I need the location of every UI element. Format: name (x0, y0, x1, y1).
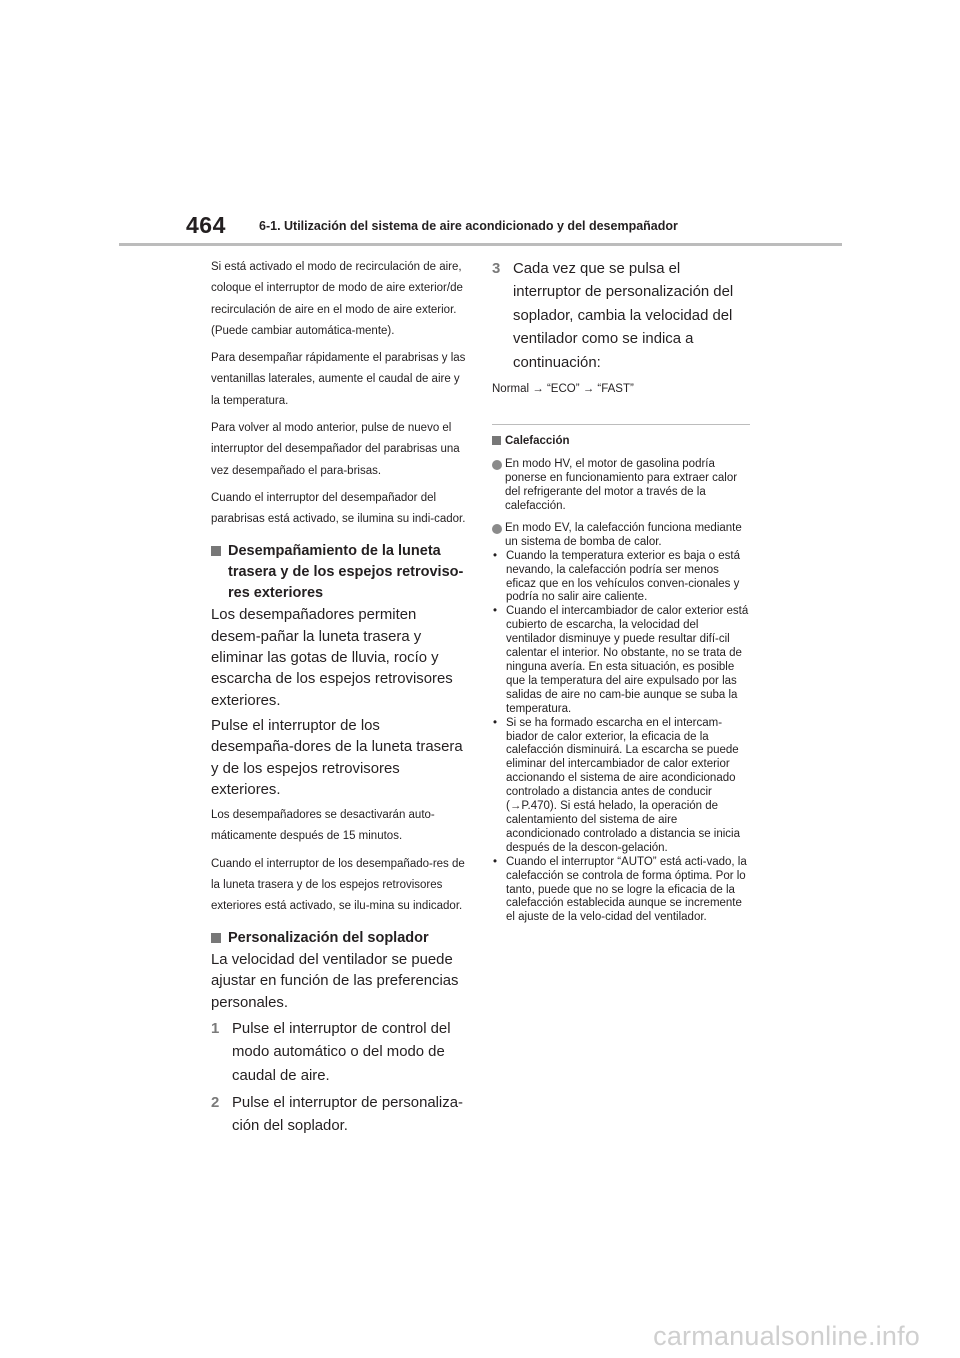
step-item (211, 1092, 466, 1139)
step-number: 3 (492, 261, 501, 277)
sub-bullet-mark: • (493, 855, 498, 868)
paragraph: Para desempañar rápidamente el parabrisas y las ventanillas laterales, aumente el caudal de aire y la temperatura. (211, 352, 466, 407)
sub-bullet-item (492, 605, 750, 716)
paragraph: Para volver al modo anterior, pulse de nuevo el interruptor del desempañador del parabrisas una vez desempañado el para-brisas. (211, 422, 460, 477)
heading-text: Desempañamiento de la luneta trasera y de los espejos retroviso-res exteriores (228, 542, 464, 602)
section-title: 6-1. Utilización del sistema de aire acondicionado y del desempañador (259, 219, 678, 233)
paragraph: Los desempañadores se desactivarán auto-máticamente después de 15 minutos. (211, 809, 435, 843)
square-bullet-icon (211, 546, 221, 556)
paragraph: Cuando el interruptor del desempañador del parabrisas está activado, se ilumina su indi-cador. (211, 491, 466, 526)
bullet-text: En modo EV, la calefacción funciona mediante un sistema de bomba de calor. (505, 521, 742, 548)
speed-sequence: Normal → “ECO” → “FAST” (492, 383, 634, 396)
circle-bullet-icon (492, 460, 502, 470)
sub-bullet-text: Cuando el intercambiador de calor exterior está cubierto de escarcha, la velocidad del ventilador disminuye y puede resultar difí-cil calentar el interior. No obstante, no se trata de ninguna avería. En esta situación, es posible que la temperatura del aire expulsado por las salidas de aire no cam-bie aunque se suba la temperatura. (506, 605, 749, 715)
sub-bullet-mark: • (493, 605, 498, 618)
bullet-text: En modo HV, el motor de gasolina podría ponerse en funcionamiento para extraer calor del refrigerante del motor a través de la calefacción. (505, 458, 738, 513)
watermark[interactable]: carmanualsonline.info (653, 1321, 920, 1351)
subsection-heading (492, 433, 750, 449)
paragraph: Si está activado el modo de recirculación de aire, coloque el interruptor de modo de aire exterior/de recirculación de aire en el modo de aire exterior. (Puede cambiar automática-mente). (211, 261, 463, 337)
body-text: Los desempañadores permiten desem-pañar la luneta trasera y eliminar las gotas de lluvia, rocío y escarcha de los espejos retrovisores exteriores. (211, 607, 453, 709)
page-number: 464 (186, 212, 226, 238)
sub-bullet-item (492, 550, 750, 606)
sub-bullet-mark: • (493, 549, 498, 562)
square-bullet-icon (211, 933, 221, 943)
subsection-heading-text: Calefacción (505, 435, 570, 448)
paragraph: Cuando el interruptor de los desempañado-res de la luneta trasera y de los espejos retrovisores exteriores está activado, se ilu-mina su indicador. (211, 857, 465, 913)
section-heading (211, 541, 466, 605)
left-column (211, 257, 466, 1143)
sub-bullet-item (492, 717, 750, 856)
sub-bullet-list (492, 550, 750, 925)
step-text: Cada vez que se pulsa el interruptor de personalización del soplador, cambia la velocidad del ventilador como se indica a continuación: (513, 261, 734, 371)
sub-bullet-text: Si se ha formado escarcha en el intercam-biador de calor exterior, la eficacia de la calefacción disminuirá. La escarcha se puede eliminar del intercambiador de calor exterior accionando el sistema de aire acondicionado controlado a distancia antes de conducir (→P.470). Si está helado, la operación de calentamiento del sistema de aire acondicionado controlado a distancia se inicia después de la descon-gelación. (506, 716, 740, 854)
body-text: Pulse el interruptor de los desempaña-dores de la luneta trasera y de los espejos retrovisores exteriores. (211, 717, 463, 798)
sub-bullet-mark: • (493, 716, 498, 729)
sub-bullet-text: Cuando la temperatura exterior es baja o está nevando, la calefacción podría ser menos eficaz que en los vehículos conven-cionales y podría no salir aire caliente. (506, 549, 740, 604)
step-text: Pulse el interruptor de control del modo automático o del modo de caudal de aire. (232, 1020, 451, 1084)
step-item (211, 1018, 466, 1088)
sub-bullet-item (492, 856, 750, 926)
section-heading (211, 928, 466, 949)
step-item (492, 258, 750, 375)
square-bullet-icon (492, 436, 501, 445)
step-number: 2 (211, 1095, 220, 1112)
bullet-item (492, 522, 750, 550)
step-text: Pulse el interruptor de personaliza-ción del soplador. (232, 1095, 463, 1135)
circle-bullet-icon (492, 524, 502, 534)
step-number: 1 (211, 1020, 220, 1037)
divider (492, 424, 750, 425)
right-column (492, 255, 750, 925)
page-header (0, 0, 960, 260)
header-divider (119, 243, 842, 246)
bullet-item (492, 458, 750, 514)
sub-bullet-text: Cuando el interruptor “AUTO” está acti-vado, la calefacción se controla de forma óptima. Por lo tanto, puede que no se logre la eficacia de la calefacción establecida aunque se incremente el ajuste de la velo-cidad del ventilador. (506, 855, 747, 924)
heading-text: Personalización del soplador (228, 929, 429, 946)
body-text: La velocidad del ventilador se puede ajustar en función de las preferencias personales. (211, 951, 459, 1011)
